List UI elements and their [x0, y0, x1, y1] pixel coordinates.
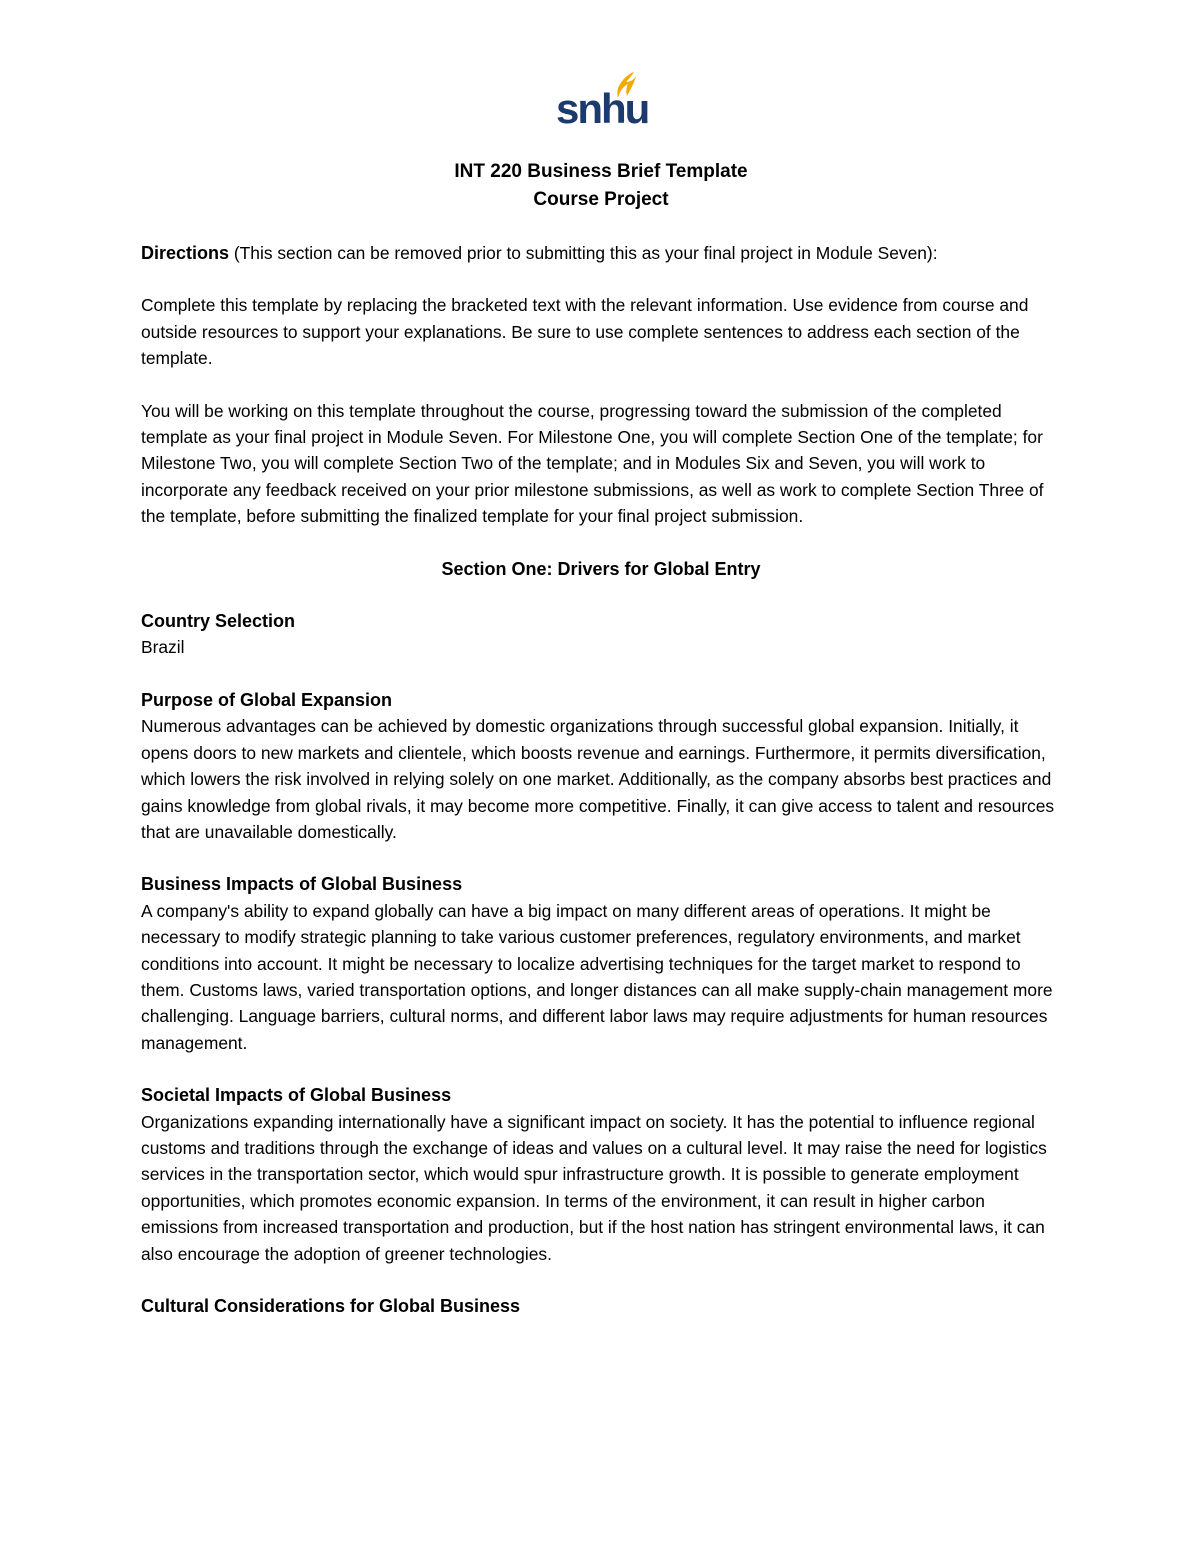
- directions-paragraph-2: You will be working on this template throughout the course, progressing toward the submission of the completed template as your final project in Module Seven. For Milestone One, you will complete Section One of the template; for Milestone Two, you will complete Section Two of the template; and in Modules Six and Seven, you will work to incorporate any feedback received on your prior milestone submissions, as well as work to complete Section Three of the template, before submitting the finalized template for your final project submission.: [141, 400, 1044, 527]
- document-title: INT 220 Business Brief Template: [454, 161, 748, 182]
- section-one-heading: Section One: Drivers for Global Entry: [441, 558, 761, 579]
- purpose-body: Numerous advantages can be achieved by domestic organizations through successful global expansion. Initially, it opens doors to new markets and clientele, which boosts revenue and earnings. Furthermore, it permits diversification, which lowers the risk involved in relying solely on one market. Additionally, as the company absorbs best practices and gains knowledge from global rivals, it may become more competitive. Finally, it can give access to talent and resources that are unavailable domestically.: [141, 716, 1055, 842]
- document-subtitle: Course Project: [533, 189, 669, 210]
- directions-label: Directions: [141, 243, 230, 263]
- business-impacts-heading: Business Impacts of Global Business: [141, 874, 463, 895]
- cultural-considerations-heading: Cultural Considerations for Global Business: [141, 1296, 521, 1316]
- document-body: [141, 158, 1061, 1319]
- snhu-logo: [556, 72, 649, 134]
- country-selection-heading: Country Selection: [141, 611, 296, 632]
- logo-wordmark: snhu: [556, 85, 649, 132]
- directions-paragraph-1: Complete this template by replacing the bracketed text with the relevant information. Use evidence from course and outside resources to support your explanations. Be sure to use complete sentences to address each section of the template.: [141, 295, 1029, 369]
- directions-note: (This section can be removed prior to submitting this as your final project in Module Seven):: [233, 243, 938, 263]
- directions-line: [141, 240, 1061, 266]
- business-impacts-body: A company's ability to expand globally can have a big impact on many different areas of operations. It might be necessary to modify strategic planning to take various customer preferences, regulatory environments, and market conditions into account. It might be necessary to localize advertising techniques for the target market to respond to them. Customs laws, varied transportation options, and longer distances can all make supply-chain management more challenging. Language barriers, cultural norms, and different labor laws may require adjustments for human resources management.: [141, 900, 1053, 1053]
- purpose-heading: Purpose of Global Expansion: [141, 689, 393, 710]
- societal-impacts-body: Organizations expanding internationally have a significant impact on society. It has the potential to influence regional customs and traditions through the exchange of ideas and values on a cultural level. It may raise the need for logistics services in the transportation sector, which would spur infrastructure growth. It is possible to generate employment opportunities, which promotes economic expansion. In terms of the environment, it can result in higher carbon emissions from increased transportation and production, but if the host nation has stringent environmental laws, it can also encourage the adoption of greener technologies.: [141, 1111, 1047, 1264]
- societal-impacts-heading: Societal Impacts of Global Business: [141, 1085, 452, 1106]
- country-selection-body: Brazil: [141, 637, 185, 658]
